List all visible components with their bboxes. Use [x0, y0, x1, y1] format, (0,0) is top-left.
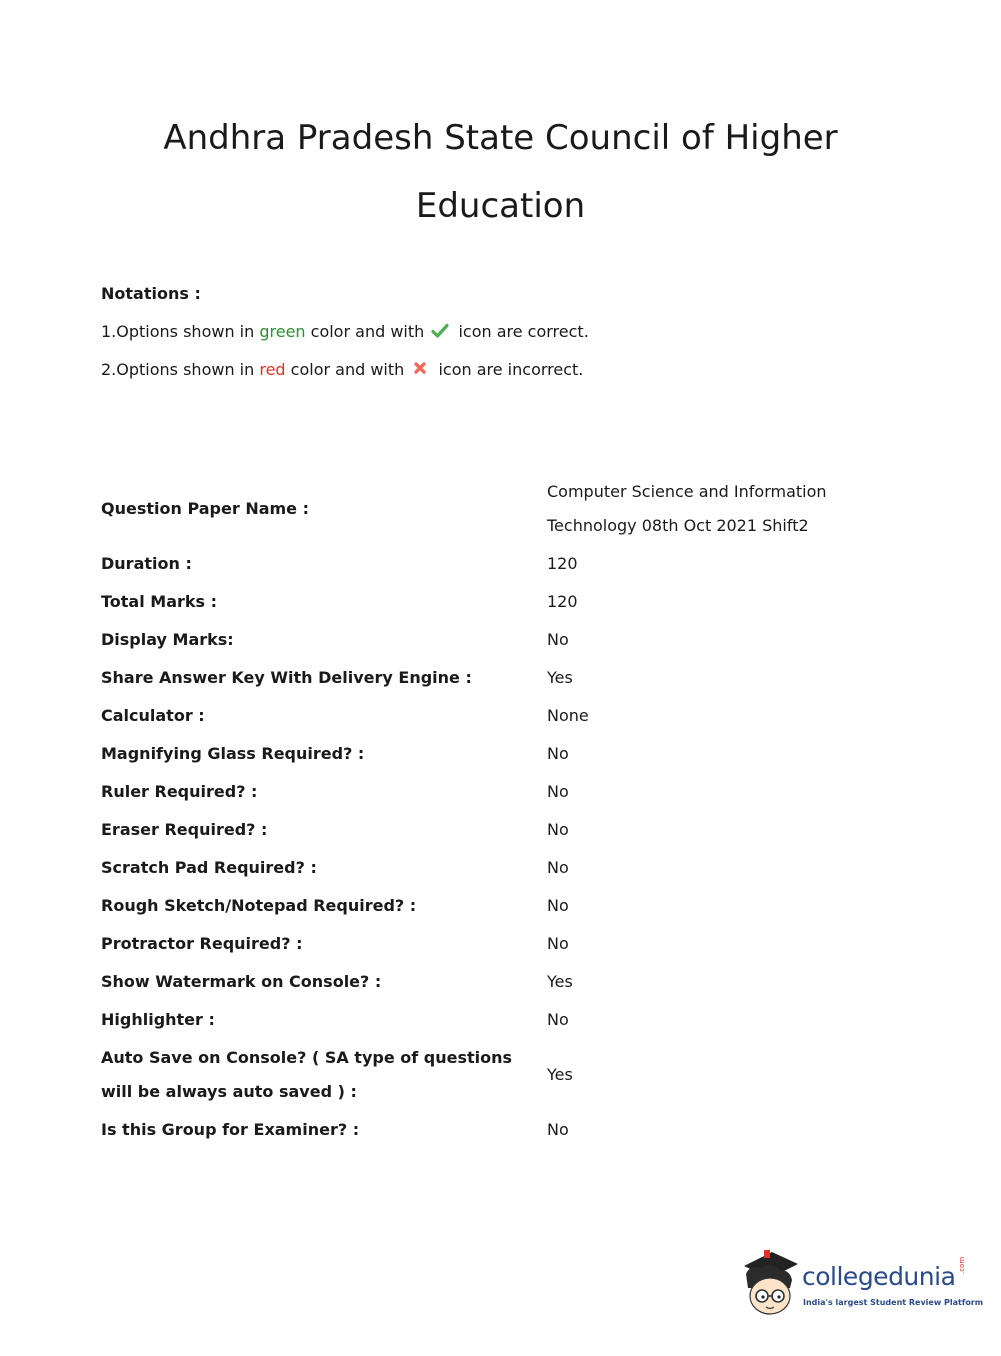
document-title — [0, 104, 1001, 240]
check-icon — [431, 322, 449, 340]
info-row — [101, 887, 881, 925]
info-label: Magnifying Glass Required? : — [101, 744, 365, 763]
info-label: Rough Sketch/Notepad Required? : — [101, 896, 417, 915]
notation-incorrect-color-word: red — [259, 360, 286, 379]
info-row — [101, 583, 881, 621]
info-value: No — [547, 630, 569, 649]
info-row — [101, 735, 881, 773]
title-line-2: Education — [415, 186, 586, 226]
info-label: Eraser Required? : — [101, 820, 268, 839]
notation-correct-middle: color and with — [305, 322, 430, 341]
info-value: No — [547, 782, 569, 801]
info-row — [101, 963, 881, 1001]
info-label: Is this Group for Examiner? : — [101, 1120, 360, 1139]
info-value: No — [547, 896, 569, 915]
mascot-icon — [740, 1248, 800, 1320]
info-value: 120 — [547, 554, 578, 573]
notation-incorrect-prefix: 2.Options shown in — [101, 360, 260, 379]
info-row — [101, 621, 881, 659]
info-label: Share Answer Key With Delivery Engine : — [101, 668, 472, 687]
notation-correct-color-word: green — [259, 322, 306, 341]
notation-incorrect-middle: color and with — [285, 360, 410, 379]
info-label: Scratch Pad Required? : — [101, 858, 317, 877]
info-value: No — [547, 858, 569, 877]
info-label: Display Marks: — [101, 630, 234, 649]
notation-incorrect — [101, 359, 583, 381]
info-value: Computer Science and Information Technology 08th Oct 2021 Shift2 — [547, 482, 827, 535]
info-row — [101, 849, 881, 887]
info-value: No — [547, 934, 569, 953]
info-label: Question Paper Name : — [101, 499, 309, 518]
title-line-1: Andhra Pradesh State Council of Higher — [163, 118, 838, 158]
info-row — [101, 545, 881, 583]
info-value: Yes — [547, 972, 573, 991]
collegedunia-logo[interactable] — [740, 1248, 984, 1320]
info-value: No — [547, 1120, 569, 1139]
info-value: No — [547, 820, 569, 839]
info-row — [101, 1001, 881, 1039]
info-label: Protractor Required? : — [101, 934, 303, 953]
info-value: No — [547, 1010, 569, 1029]
info-row — [101, 659, 881, 697]
logo-wordmark: collegedunia — [802, 1262, 956, 1291]
info-label: Duration : — [101, 554, 192, 573]
notations-heading: Notations : — [101, 284, 201, 303]
info-row — [101, 925, 881, 963]
info-row — [101, 697, 881, 735]
notation-incorrect-suffix: icon are incorrect. — [433, 360, 584, 379]
info-label: Highlighter : — [101, 1010, 215, 1029]
info-value: Yes — [547, 668, 573, 687]
info-value: Yes — [547, 1065, 573, 1084]
cross-icon — [411, 360, 429, 378]
info-label: Show Watermark on Console? : — [101, 972, 382, 991]
notation-correct-suffix: icon are correct. — [453, 322, 589, 341]
info-label: Auto Save on Console? ( SA type of questions will be always auto saved ) : — [101, 1048, 513, 1101]
info-row — [101, 811, 881, 849]
info-row — [101, 1111, 881, 1149]
info-row — [101, 473, 881, 545]
info-value: No — [547, 744, 569, 763]
paper-info-table — [101, 473, 881, 1149]
info-label: Ruler Required? : — [101, 782, 258, 801]
info-value: 120 — [547, 592, 578, 611]
notation-correct-prefix: 1.Options shown in — [101, 322, 260, 341]
info-row — [101, 773, 881, 811]
info-value: None — [547, 706, 589, 725]
info-label: Total Marks : — [101, 592, 218, 611]
logo-tagline: India's largest Student Review Platform — [803, 1298, 984, 1307]
info-row — [101, 1039, 881, 1111]
info-label: Calculator : — [101, 706, 205, 725]
logo-suffix: .com — [958, 1256, 966, 1274]
notation-correct — [101, 321, 589, 343]
